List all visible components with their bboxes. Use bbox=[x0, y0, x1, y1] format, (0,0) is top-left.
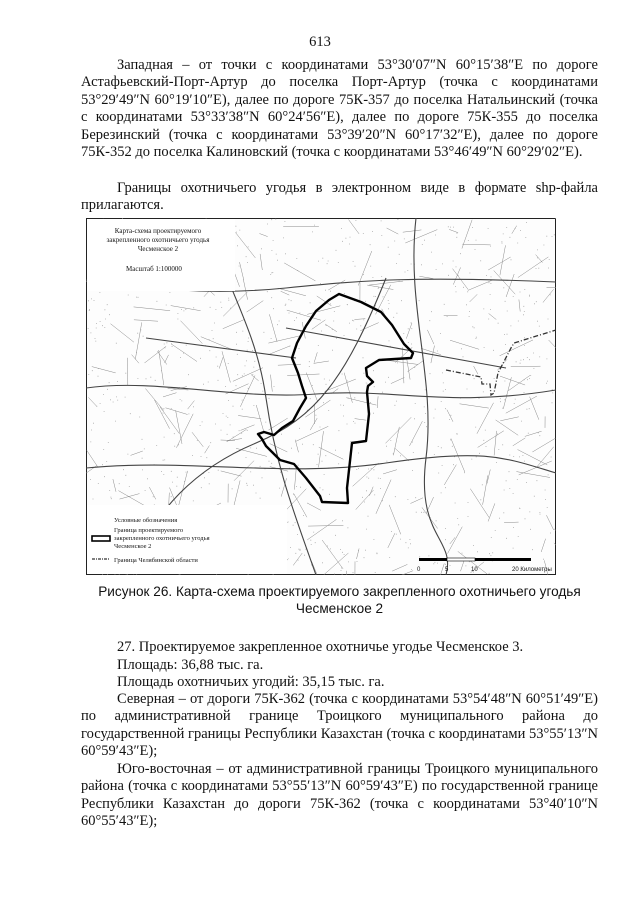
legend-title: Условные обозначения bbox=[114, 517, 178, 524]
west-border-paragraph: Западная – от точки с координатами 53°30′07″N 60°15′38″E по дороге Астафьевский-Порт-Артур до поселка Порт-Артур (точка с координатами 53°29′49″N 60°19′10″E), далее по дороге 75К-357 до поселка Натальинский (точка с координатами 53°33′38″N 60°24′56″E), далее по дороге 75К-355 до поселка Березинский (точка с координатами 53°39′20″N 60°17′32″E), далее по дороге 75К-352 до поселка Калиновский (точка с координатами 53°46′49″N 60°29′02″E). bbox=[81, 57, 598, 161]
legend-item-1-line-1: Граница проектируемого bbox=[114, 527, 184, 534]
hunting-ground-map bbox=[86, 218, 556, 575]
figure-caption bbox=[81, 583, 598, 617]
legend-item-1-line-2: закрепленного охотничьего угодья bbox=[114, 535, 210, 542]
map-title-line-3: Чесменское 2 bbox=[137, 245, 179, 253]
legend-item-1-line-3: Чесменское 2 bbox=[114, 543, 152, 550]
scale-tick-0: 0 bbox=[417, 567, 421, 573]
shp-note-paragraph: Границы охотничьего угодья в электронном виде в формате shp-файла прилагаются. bbox=[81, 180, 598, 214]
legend-item-2: Граница Челябинской области bbox=[114, 557, 198, 564]
scale-tick-20: 20 Километры bbox=[512, 567, 552, 573]
area-line: Площадь: 36,88 тыс. га. bbox=[117, 657, 264, 673]
scale-tick-5: 5 bbox=[445, 567, 449, 573]
scale-tick-10: 10 bbox=[471, 567, 478, 573]
figure-caption-line-2: Чесменское 2 bbox=[295, 601, 384, 616]
scale-bar bbox=[419, 558, 531, 561]
map-title-line-1: Карта-схема проектируемого bbox=[114, 227, 202, 235]
page-number: 613 bbox=[309, 34, 331, 50]
figure-caption-line-1: Рисунок 26. Карта-схема проектируемого закрепленного охотничьего угодья bbox=[98, 584, 581, 599]
southeast-border-paragraph: Юго-восточная – от административной границы Троицкого муниципального района (точка с координатами 53°55′13″N 60°59′43″E) по государственной границе Республики Казахстан до дороги 75К-362 (точка с координатами 53°40′10″N 60°55′43″E); bbox=[81, 761, 598, 830]
map-title-line-2: закрепленного охотничьего угодья bbox=[106, 236, 210, 244]
north-border-paragraph: Северная – от дороги 75К-362 (точка с координатами 53°54′48″N 60°51′49″E) по административной границе Троицкого муниципального района до государственной границы Республики Казахстан (точка с координатами 53°55′13″N 60°59′43″E); bbox=[81, 691, 598, 760]
item-title: 27. Проектируемое закрепленное охотничье угодье Чесменское 3. bbox=[117, 639, 524, 655]
hunting-area-line: Площадь охотничьих угодий: 35,15 тыс. га. bbox=[117, 674, 385, 690]
map-scale-text: Масштаб 1:100000 bbox=[126, 265, 182, 273]
